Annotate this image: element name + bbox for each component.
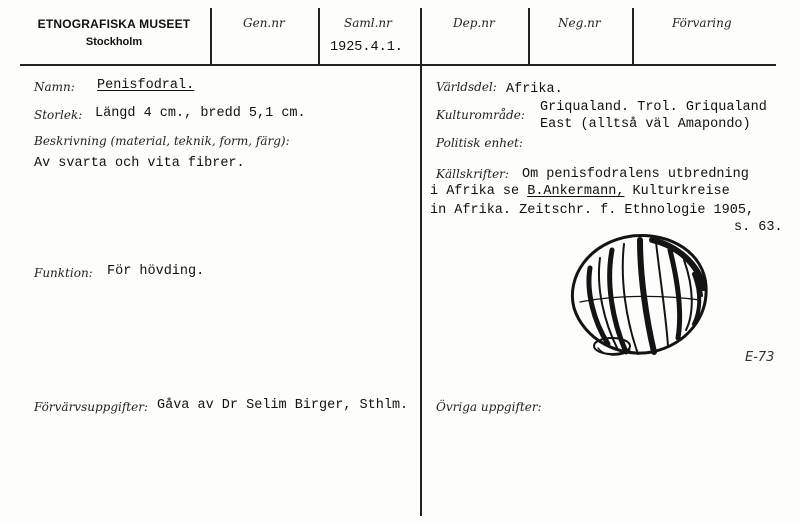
politisk-enhet-label: Politisk enhet: (436, 136, 523, 150)
kallskrifter-line-2-end: Kulturkreise (624, 184, 730, 199)
main-divider (420, 8, 422, 516)
forvarv-value: Gåva av Dr Selim Birger, Sthlm. (157, 398, 409, 413)
neg-nr-label: Neg.nr (558, 16, 601, 30)
kulturomrade-line-1: Griqualand. Trol. Griqualand (540, 100, 767, 115)
namn-label: Namn: (34, 80, 75, 94)
header-divider-2 (318, 8, 320, 64)
kulturomrade-line-2: East (alltså väl Amapondo) (540, 117, 751, 132)
kallskrifter-label: Källskrifter: (436, 167, 509, 181)
header-divider-5 (632, 8, 634, 64)
namn-value: Penisfodral. (97, 78, 195, 93)
funktion-label: Funktion: (34, 266, 93, 280)
kulturomrade-label: Kulturområde: (436, 108, 525, 122)
storlek-label: Storlek: (34, 108, 83, 122)
varldsdel-label: Världsdel: (436, 80, 497, 94)
funktion-value: För hövding. (107, 264, 205, 279)
forvaring-label: Förvaring (672, 16, 732, 30)
dep-nr-label: Dep.nr (453, 16, 495, 30)
kallskrifter-line-2-start: i Afrika se (430, 184, 528, 199)
header-divider-4 (528, 8, 530, 64)
museum-city: Stockholm (85, 36, 143, 48)
kallskrifter-line-2 (430, 184, 730, 199)
artifact-drawing (560, 230, 720, 366)
handwritten-catalog-note: E-73 (745, 350, 775, 365)
storlek-value: Längd 4 cm., bredd 5,1 cm. (95, 106, 306, 121)
varldsdel-value: Afrika. (506, 82, 563, 97)
header-divider-1 (210, 8, 212, 64)
gen-nr-label: Gen.nr (243, 16, 285, 30)
ovriga-uppgifter-label: Övriga uppgifter: (436, 400, 542, 414)
saml-nr-label: Saml.nr (344, 16, 392, 30)
museum-name: ETNOGRAFISKA MUSEET (37, 17, 191, 31)
forvarv-label: Förvärvsuppgifter: (34, 400, 148, 414)
kallskrifter-author: B.Ankermann, (527, 184, 625, 199)
kallskrifter-line-1: Om penisfodralens utbredning (522, 167, 749, 182)
beskrivning-label: Beskrivning (material, teknik, form, färg): (34, 134, 290, 148)
header-bottom-rule (20, 64, 776, 66)
kallskrifter-line-4: s. 63. (734, 220, 783, 235)
saml-nr-value: 1925.4.1. (330, 40, 403, 55)
beskrivning-value: Av svarta och vita fibrer. (34, 156, 245, 171)
kallskrifter-line-3: in Afrika. Zeitschr. f. Ethnologie 1905, (430, 203, 755, 218)
